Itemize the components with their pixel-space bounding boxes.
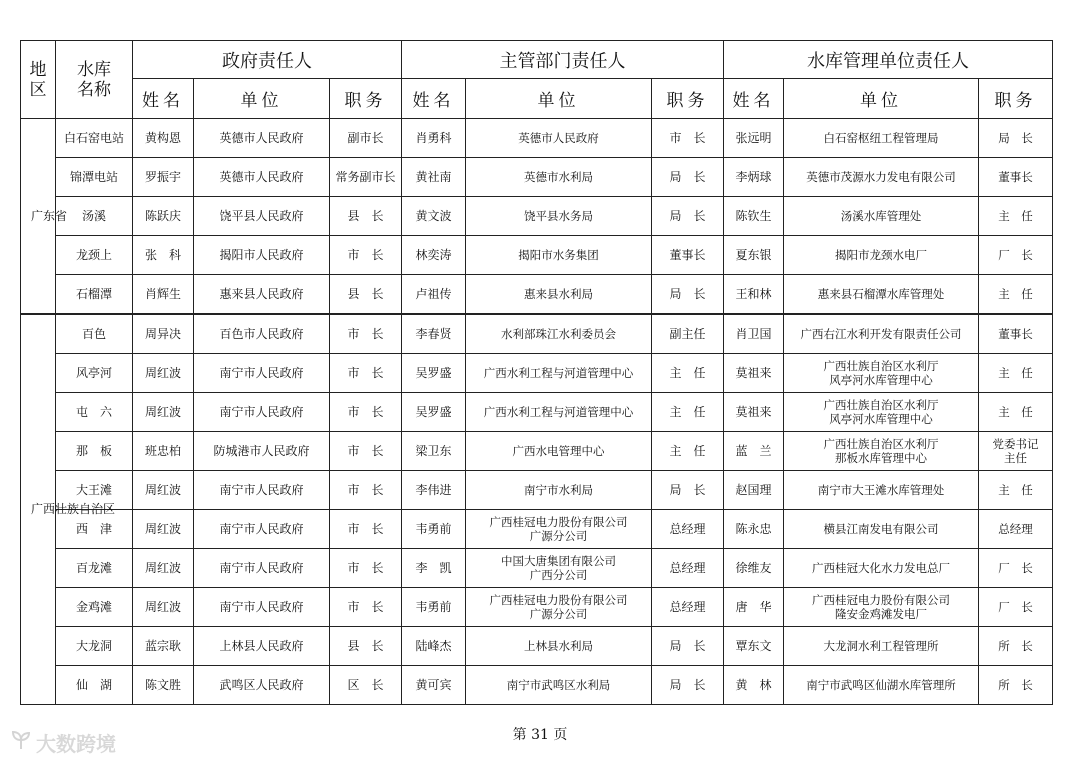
gov-title-cell: 市 长 [330,510,402,549]
mgmt-title-cell: 主 任 [979,275,1053,315]
table-row [21,471,1053,510]
mgmt-unit-cell: 白石窑枢纽工程管理局 [784,119,979,158]
col-unit-header: 单位 [784,79,979,119]
reservoir-name-cell: 百龙滩 [56,549,133,588]
gov-person-cell: 周红波 [133,393,194,432]
mgmt-person-cell: 莫祖来 [724,354,784,393]
mgmt-person-cell: 肖卫国 [724,314,784,354]
reservoir-name-cell: 那 板 [56,432,133,471]
dept-title-cell: 局 长 [652,197,724,236]
gov-title-cell: 市 长 [330,549,402,588]
dept-title-cell: 总经理 [652,549,724,588]
gov-person-cell: 陈跃庆 [133,197,194,236]
gov-unit-cell: 英德市人民政府 [194,119,330,158]
gov-person-cell: 周红波 [133,588,194,627]
responsibility-table [20,40,1053,705]
col-unit-header: 单位 [466,79,652,119]
gov-unit-cell: 武鸣区人民政府 [194,666,330,705]
gov-person-cell: 罗振宇 [133,158,194,197]
dept-person-cell: 陆峰杰 [402,627,466,666]
gov-unit-cell: 英德市人民政府 [194,158,330,197]
reservoir-name-cell: 汤溪 [56,197,133,236]
dept-title-cell: 局 长 [652,627,724,666]
dept-person-cell: 吴罗盛 [402,354,466,393]
dept-title-cell: 主 任 [652,354,724,393]
dept-unit-cell: 揭阳市水务集团 [466,236,652,275]
mgmt-title-cell: 局 长 [979,119,1053,158]
dept-person-cell: 黄文波 [402,197,466,236]
dept-unit-cell: 广西水利工程与河道管理中心 [466,393,652,432]
dept-person-cell: 吴罗盛 [402,393,466,432]
table-row [21,236,1053,275]
reservoir-name-cell: 西 津 [56,510,133,549]
gov-title-cell: 市 长 [330,236,402,275]
group-header-management: 水库管理单位责任人 [724,41,1053,79]
mgmt-title-cell: 主 任 [979,471,1053,510]
gov-unit-cell: 揭阳市人民政府 [194,236,330,275]
reservoir-name-cell: 屯 六 [56,393,133,432]
col-title-header: 职务 [330,79,402,119]
mgmt-unit-cell: 惠来县石榴潭水库管理处 [784,275,979,315]
gov-person-cell: 周红波 [133,549,194,588]
dept-title-cell: 总经理 [652,588,724,627]
gov-unit-cell: 上林县人民政府 [194,627,330,666]
gov-person-cell: 肖辉生 [133,275,194,315]
reservoir-name-cell: 龙颈上 [56,236,133,275]
sprout-logo-icon [10,729,36,756]
gov-title-cell: 副市长 [330,119,402,158]
reservoir-name-cell: 锦潭电站 [56,158,133,197]
header-row-1 [21,41,1053,79]
dept-unit-cell: 水利部珠江水利委员会 [466,314,652,354]
mgmt-person-cell: 黄 林 [724,666,784,705]
reservoir-name-cell: 金鸡滩 [56,588,133,627]
mgmt-unit-cell: 横县江南发电有限公司 [784,510,979,549]
col-name-header: 姓名 [402,79,466,119]
dept-unit-cell: 英德市人民政府 [466,119,652,158]
table-row [21,314,1053,354]
gov-title-cell: 县 长 [330,197,402,236]
mgmt-person-cell: 赵国理 [724,471,784,510]
dept-person-cell: 卢祖传 [402,275,466,315]
table-row [21,627,1053,666]
mgmt-title-cell: 厂 长 [979,588,1053,627]
mgmt-person-cell: 徐维友 [724,549,784,588]
mgmt-title-cell: 厂 长 [979,236,1053,275]
reservoir-header: 水库名称 [56,41,133,119]
mgmt-person-cell: 王和林 [724,275,784,315]
mgmt-title-cell: 所 长 [979,666,1053,705]
gov-title-cell: 县 长 [330,275,402,315]
table-row [21,197,1053,236]
mgmt-unit-cell: 广西壮族自治区水利厅 风亭河水库管理中心 [784,393,979,432]
mgmt-unit-cell: 广西桂冠电力股份有限公司 隆安金鸡滩发电厂 [784,588,979,627]
mgmt-unit-cell: 南宁市武鸣区仙湖水库管理所 [784,666,979,705]
gov-title-cell: 县 长 [330,627,402,666]
dept-person-cell: 黄社南 [402,158,466,197]
dept-title-cell: 市 长 [652,119,724,158]
dept-unit-cell: 英德市水利局 [466,158,652,197]
gov-person-cell: 黄构恩 [133,119,194,158]
col-unit-header: 单位 [194,79,330,119]
region-cell [21,119,68,315]
dept-unit-cell: 广西桂冠电力股份有限公司 广源分公司 [466,510,652,549]
dept-unit-cell: 广西水利工程与河道管理中心 [466,354,652,393]
mgmt-title-cell: 厂 长 [979,549,1053,588]
dept-person-cell: 韦勇前 [402,588,466,627]
col-title-header: 职务 [979,79,1053,119]
dept-person-cell: 李春贤 [402,314,466,354]
gov-title-cell: 常务副市长 [330,158,402,197]
gov-unit-cell: 百色市人民政府 [194,314,330,354]
mgmt-person-cell: 张远明 [724,119,784,158]
dept-title-cell: 副主任 [652,314,724,354]
table-row [21,666,1053,705]
gov-person-cell: 周红波 [133,510,194,549]
table-row [21,275,1053,315]
gov-unit-cell: 南宁市人民政府 [194,471,330,510]
mgmt-title-cell: 总经理 [979,510,1053,549]
gov-unit-cell: 饶平县人民政府 [194,197,330,236]
dept-person-cell: 肖勇科 [402,119,466,158]
mgmt-person-cell: 夏东银 [724,236,784,275]
table-row [21,549,1053,588]
mgmt-unit-cell: 广西桂冠大化水力发电总厂 [784,549,979,588]
dept-unit-cell: 上林县水利局 [466,627,652,666]
region-label: 广东省 [31,208,68,223]
gov-unit-cell: 南宁市人民政府 [194,588,330,627]
gov-unit-cell: 惠来县人民政府 [194,275,330,315]
mgmt-title-cell: 董事长 [979,314,1053,354]
dept-title-cell: 局 长 [652,275,724,315]
dept-unit-cell: 饶平县水务局 [466,197,652,236]
table-row [21,588,1053,627]
watermark-text: 大数跨境 [36,732,116,756]
dept-person-cell: 梁卫东 [402,432,466,471]
gov-unit-cell: 南宁市人民政府 [194,510,330,549]
dept-unit-cell: 广西桂冠电力股份有限公司 广源分公司 [466,588,652,627]
gov-person-cell: 周异决 [133,314,194,354]
gov-title-cell: 市 长 [330,314,402,354]
table-row [21,354,1053,393]
mgmt-title-cell: 所 长 [979,627,1053,666]
mgmt-unit-cell: 南宁市大王滩水库管理处 [784,471,979,510]
mgmt-unit-cell: 广西壮族自治区水利厅 那板水库管理中心 [784,432,979,471]
region-label: 广西壮族自治区 [31,502,116,516]
dept-unit-cell: 惠来县水利局 [466,275,652,315]
gov-title-cell: 市 长 [330,588,402,627]
col-title-header: 职务 [652,79,724,119]
dept-person-cell: 林奕涛 [402,236,466,275]
table-row [21,393,1053,432]
dept-title-cell: 主 任 [652,432,724,471]
dept-title-cell: 局 长 [652,666,724,705]
mgmt-person-cell: 陈钦生 [724,197,784,236]
mgmt-person-cell: 蓝 兰 [724,432,784,471]
mgmt-person-cell: 唐 华 [724,588,784,627]
dept-person-cell: 黄可宾 [402,666,466,705]
reservoir-name-cell: 仙 湖 [56,666,133,705]
reservoir-name-cell: 百色 [56,314,133,354]
dept-title-cell: 局 长 [652,158,724,197]
mgmt-unit-cell: 大龙洞水利工程管理所 [784,627,979,666]
reservoir-name-cell: 白石窑电站 [56,119,133,158]
gov-person-cell: 张 科 [133,236,194,275]
gov-unit-cell: 南宁市人民政府 [194,549,330,588]
gov-unit-cell: 防城港市人民政府 [194,432,330,471]
page-number: 第 31 页 [512,727,568,743]
dept-unit-cell: 南宁市武鸣区水利局 [466,666,652,705]
mgmt-person-cell: 莫祖来 [724,393,784,432]
table-row [21,432,1053,471]
col-name-header: 姓名 [133,79,194,119]
mgmt-title-cell: 主 任 [979,354,1053,393]
gov-person-cell: 蓝宗耿 [133,627,194,666]
table-row [21,119,1053,158]
dept-title-cell: 董事长 [652,236,724,275]
dept-person-cell: 韦勇前 [402,510,466,549]
gov-unit-cell: 南宁市人民政府 [194,393,330,432]
mgmt-unit-cell: 汤溪水库管理处 [784,197,979,236]
group-header-government: 政府责任人 [133,41,402,79]
dept-unit-cell: 南宁市水利局 [466,471,652,510]
gov-title-cell: 市 长 [330,393,402,432]
mgmt-title-cell: 主 任 [979,393,1053,432]
dept-title-cell: 总经理 [652,510,724,549]
mgmt-title-cell: 主 任 [979,197,1053,236]
dept-unit-cell: 中国大唐集团有限公司 广西分公司 [466,549,652,588]
col-name-header: 姓名 [724,79,784,119]
mgmt-unit-cell: 广西右江水利开发有限责任公司 [784,314,979,354]
header-row-2 [21,79,1053,119]
mgmt-unit-cell: 揭阳市龙颈水电厂 [784,236,979,275]
mgmt-person-cell: 覃东文 [724,627,784,666]
mgmt-unit-cell: 英德市茂源水力发电有限公司 [784,158,979,197]
gov-person-cell: 周红波 [133,354,194,393]
table-body [21,119,1053,705]
gov-person-cell: 陈文胜 [133,666,194,705]
gov-title-cell: 市 长 [330,471,402,510]
table-row [21,510,1053,549]
gov-title-cell: 市 长 [330,354,402,393]
watermark [10,728,116,757]
dept-unit-cell: 广西水电管理中心 [466,432,652,471]
group-header-department: 主管部门责任人 [402,41,724,79]
gov-person-cell: 周红波 [133,471,194,510]
reservoir-name-cell: 大王滩 [56,471,133,510]
reservoir-name-cell: 风亭河 [56,354,133,393]
table-row [21,158,1053,197]
gov-person-cell: 班忠柏 [133,432,194,471]
dept-title-cell: 局 长 [652,471,724,510]
region-header: 地区 [21,41,56,119]
gov-title-cell: 区 长 [330,666,402,705]
reservoir-name-cell: 大龙洞 [56,627,133,666]
dept-person-cell: 李 凯 [402,549,466,588]
mgmt-title-cell: 董事长 [979,158,1053,197]
mgmt-person-cell: 李炳球 [724,158,784,197]
mgmt-unit-cell: 广西壮族自治区水利厅 风亭河水库管理中心 [784,354,979,393]
gov-title-cell: 市 长 [330,432,402,471]
mgmt-title-cell: 党委书记 主任 [979,432,1053,471]
reservoir-name-cell: 石榴潭 [56,275,133,315]
dept-person-cell: 李伟进 [402,471,466,510]
mgmt-person-cell: 陈永忠 [724,510,784,549]
dept-title-cell: 主 任 [652,393,724,432]
responsibility-table-container [20,40,1053,705]
gov-unit-cell: 南宁市人民政府 [194,354,330,393]
